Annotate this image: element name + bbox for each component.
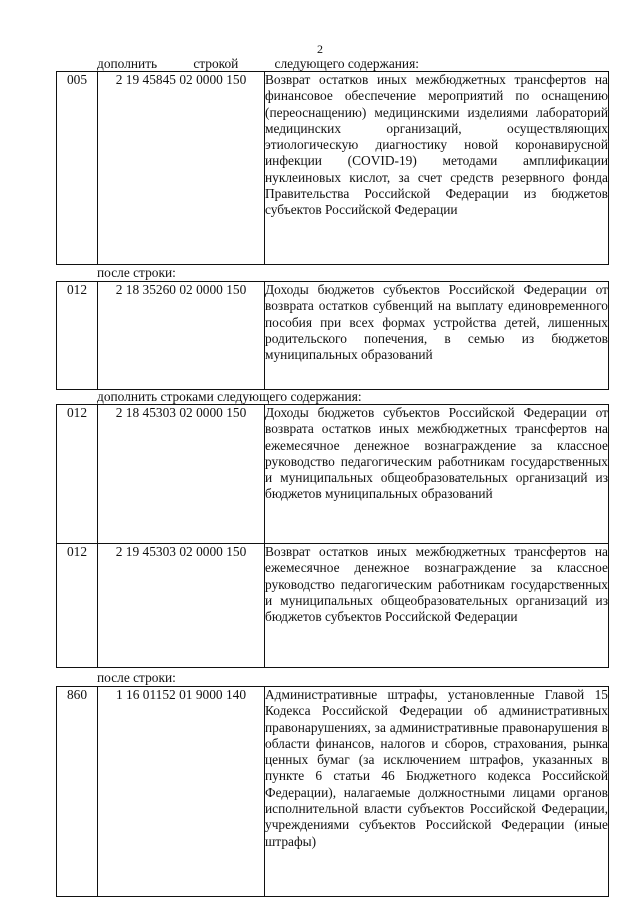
kbk-code-cell: 2 19 45303 02 0000 150 — [98, 544, 265, 668]
description-cell — [265, 544, 609, 668]
admin-code-cell: 012 — [57, 544, 98, 668]
admin-code-cell: 012 — [57, 282, 98, 390]
description-text: Возврат остатков иных межбюджетных трансфертов на ежемесячное денежное вознаграждение за классное руководство педагогическим работникам государственных и муниципальных общеобразовательных организаций из бюджетов субъектов Российской Федерации — [265, 544, 608, 625]
budget-code-table — [56, 71, 609, 265]
description-text: Доходы бюджетов субъектов Российской Федерации от возврата остатков субвенций на выплату единовременного пособия при всех формах устройства детей, лишенных родительского попечения, в семью из бюджетов муниципальных образований — [265, 282, 608, 363]
budget-code-table — [56, 404, 609, 668]
kbk-code-cell: 2 18 45303 02 0000 150 — [98, 405, 265, 544]
kbk-code-cell: 2 18 35260 02 0000 150 — [98, 282, 265, 390]
budget-code-table — [56, 281, 609, 390]
admin-code-cell: 860 — [57, 687, 98, 897]
page-number: 2 — [317, 42, 323, 56]
instruction-add-row — [97, 56, 419, 72]
instruction-after-row: после строки: — [97, 670, 176, 685]
admin-code-cell: 012 — [57, 405, 98, 544]
instruction-add-rows: дополнить строками следующего содержания: — [97, 389, 362, 404]
table-row — [57, 687, 609, 897]
description-text: Доходы бюджетов субъектов Российской Федерации от возврата остатков иных межбюджетных трансфертов на ежемесячное денежное вознаграждение за классное руководство педагогическим работникам государственных и муниципальных общеобразовательных организаций из бюджетов муниципальных образований — [265, 405, 608, 502]
budget-code-table — [56, 686, 609, 897]
instruction-word: строкой — [193, 56, 239, 71]
table-row — [57, 544, 609, 668]
kbk-code-cell: 2 19 45845 02 0000 150 — [98, 72, 265, 265]
table-row — [57, 405, 609, 544]
table-row — [57, 282, 609, 390]
description-cell — [265, 72, 609, 265]
kbk-code-cell: 1 16 01152 01 9000 140 — [98, 687, 265, 897]
description-text: Административные штрафы, установленные Главой 15 Кодекса Российской Федерации об административных правонарушениях, за административные правонарушения в области финансов, налогов и сборов, страхования, рынка ценных бумаг (за исключением штрафов, указанных в пункте 6 статьи 46 Бюджетного кодекса Российской Федерации), налагаемые должностными лицами органов исполнительной власти субъектов Российской Федерации, учреждениями субъектов Российской Федерации (иные штрафы) — [265, 687, 608, 849]
admin-code-cell: 005 — [57, 72, 98, 265]
description-cell — [265, 405, 609, 544]
instruction-word: следующего содержания: — [274, 56, 419, 71]
description-text: Возврат остатков иных межбюджетных трансфертов на финансовое обеспечение мероприятий по оснащению (переоснащению) медицинскими изделиями лабораторий медицинских организаций, осуществляющих этиологическую диагностику новой коронавирусной инфекции (COVID-19) методами амплификации нуклеиновых кислот, за счет средств резервного фонда Правительства Российской Федерации из бюджетов субъектов Российской Федерации — [265, 72, 608, 218]
description-cell — [265, 282, 609, 390]
table-row — [57, 72, 609, 265]
instruction-word: дополнить — [97, 56, 158, 71]
instruction-after-row: после строки: — [97, 265, 176, 280]
description-cell — [265, 687, 609, 897]
